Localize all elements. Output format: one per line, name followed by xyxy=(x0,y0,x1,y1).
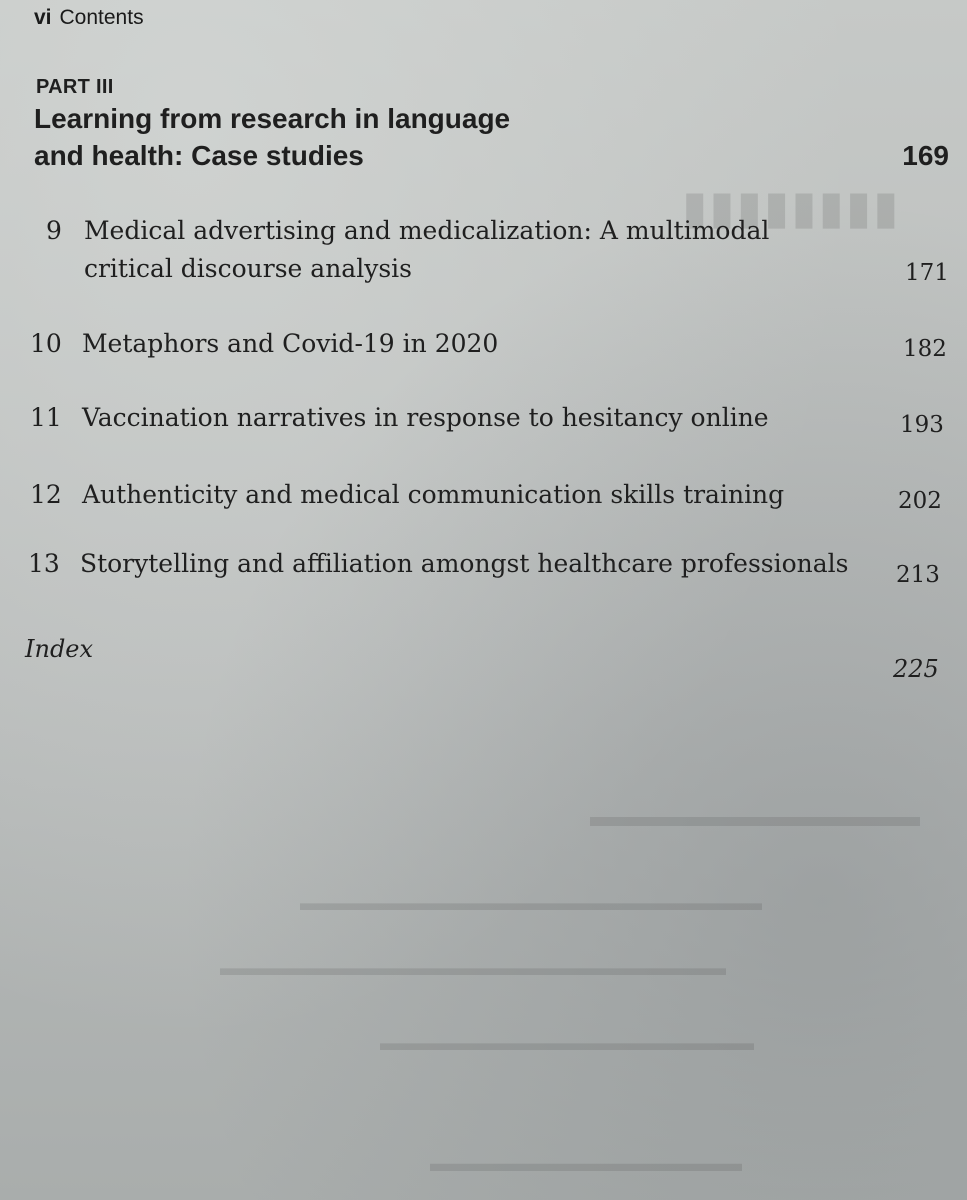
index-page-number: 225 xyxy=(893,655,939,683)
part-page-number: 169 xyxy=(902,140,949,171)
chapter-title xyxy=(84,212,769,288)
running-header xyxy=(34,6,144,30)
chapter-page-number: 193 xyxy=(900,412,944,438)
chapter-number: 11 xyxy=(30,403,62,432)
chapter-page-number: 182 xyxy=(903,336,947,362)
show-through-contents: ▮▮▮▮▮▮▮▮ xyxy=(680,181,899,233)
chapter-number: 9 xyxy=(46,216,62,245)
toc-entry-13 xyxy=(28,545,849,583)
part-title-line-1: Learning from research in language xyxy=(34,103,511,134)
chapter-number: 12 xyxy=(30,480,62,509)
part-label: PART III xyxy=(36,76,114,98)
index-label: Index xyxy=(25,635,94,663)
part-title-line-2: and health: Case studies xyxy=(34,140,364,171)
chapter-title: Vaccination narratives in response to hesitancy online xyxy=(81,403,769,432)
chapter-title: Metaphors and Covid-19 in 2020 xyxy=(81,329,499,358)
chapter-title: Authenticity and medical communication skills training xyxy=(81,480,785,509)
page-folio: vi xyxy=(34,6,52,29)
chapter-number: 13 xyxy=(28,549,60,578)
show-through-line-4: ▬▬▬▬▬▬▬▬▬▬▬▬▬ xyxy=(430,1150,742,1177)
chapter-title-line-1: Medical advertising and medicalization: A multimodal xyxy=(83,216,770,245)
toc-entry-12 xyxy=(30,476,784,514)
chapter-page-number: 213 xyxy=(896,562,940,588)
chapter-page-number: 202 xyxy=(898,488,942,514)
running-title: Contents xyxy=(59,6,144,29)
chapter-page-number: 171 xyxy=(905,260,949,286)
toc-entry-10 xyxy=(30,325,498,363)
show-through-line-2: ▬▬▬▬▬▬▬▬▬▬▬▬▬▬▬▬▬▬▬▬▬▬▬ xyxy=(220,955,726,980)
chapter-number: 10 xyxy=(30,329,62,358)
chapter-title-line-2: critical discourse analysis xyxy=(83,254,412,283)
show-through-line-1: ▬▬▬▬▬▬▬▬▬▬▬▬▬▬▬▬▬▬▬▬▬ xyxy=(300,890,762,915)
part-title xyxy=(34,100,594,174)
chapter-title: Storytelling and affiliation amongst healthcare professionals xyxy=(79,549,849,578)
show-through-heading: ▬▬▬▬▬▬▬▬▬▬▬ xyxy=(590,800,920,833)
show-through-line-3: ▬▬▬▬▬▬▬▬▬▬▬▬▬▬▬▬▬ xyxy=(380,1030,754,1055)
toc-entry-11 xyxy=(30,399,769,437)
toc-entry-9 xyxy=(46,212,769,288)
